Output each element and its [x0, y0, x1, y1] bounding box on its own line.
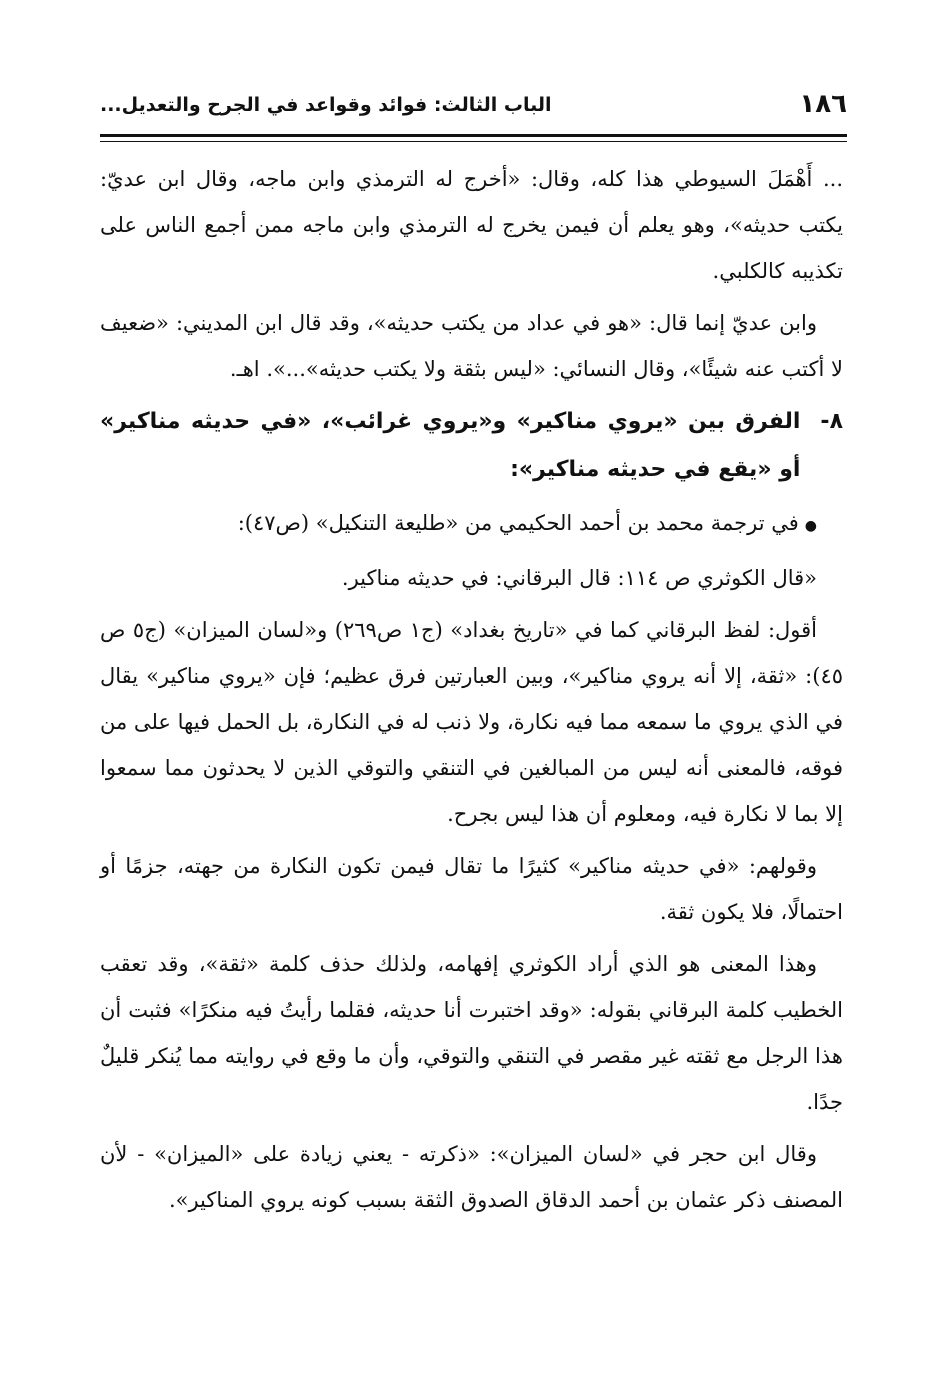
paragraph-4: وقولهم: «في حديثه مناكير» كثيرًا ما تقال فيمن تكون النكارة من جهته، جزمًا أو احتمالًا، فلا يكون ثقة. — [100, 854, 843, 924]
section-heading — [100, 398, 843, 494]
bullet-text: في ترجمة محمد بن أحمد الحكيمي من «طليعة التنكيل» (ص٤٧): — [237, 511, 799, 535]
quote-line: «قال الكوثري ص ١١٤: قال البرقاني: في حديثه مناكير. — [341, 566, 817, 590]
bullet-icon: ● — [804, 518, 817, 534]
page-body — [100, 156, 843, 1229]
bullet-item — [100, 500, 843, 549]
section-title: الفرق بين «يروي مناكير» و«يروي غرائب»، «في حديثه مناكير» أو «يقع في حديثه مناكير»: — [100, 409, 801, 482]
paragraph-6: وقال ابن حجر في «لسان الميزان»: «ذكرته - يعني زيادة على «الميزان» - لأن المصنف ذكر عثمان بن أحمد الدقاق الصدوق الثقة بسبب كونه يروي المناكير». — [100, 1142, 843, 1212]
paragraph-1: ... أَهْمَلَ السيوطي هذا كله، وقال: «أخرج له الترمذي وابن ماجه، وقال ابن عديّ: يكتب حديثه»، وهو يعلم أن فيمن يخرج له الترمذي وابن ماجه ممن أجمع الناس على تكذيبه كالكلبي. — [100, 167, 843, 283]
section-number: ٨- — [820, 409, 843, 434]
header-rule-thick — [100, 134, 847, 137]
header-rule-thin — [100, 141, 847, 142]
page-number: ١٨٦ — [799, 89, 847, 119]
paragraph-5: وهذا المعنى هو الذي أراد الكوثري إفهامه، ولذلك حذف كلمة «ثقة»، وقد تعقب الخطيب كلمة البرقاني بقوله: «وقد اختبرت أنا حديثه، فقلما رأيتُ فيه منكرًا» فثبت أن هذا الرجل مع ثقته غير مقصر في التنقي والتوقي، وأن ما وقع في روايته مما يُنكر قليلٌ جدًا. — [100, 952, 843, 1114]
page-header — [100, 84, 847, 124]
paragraph-3: أقول: لفظ البرقاني كما في «تاريخ بغداد» (ج١ ص٢٦٩) و«لسان الميزان» (ج٥ ص ٤٥): «ثقة، إلا أنه يروي مناكير»، وبين العبارتين فرق عظيم؛ فإن «يروي مناكير» يقال في الذي يروي ما سمعه مما فيه نكارة، ولا ذنب له في النكارة، بل الحمل فيها على من فوقه، فالمعنى أنه ليس من المبالغين في التنقي والتوقي الذين لا يحدثون مما سمعوا إلا بما لا نكارة فيه، ومعلوم أن هذا ليس بجرح. — [100, 618, 843, 826]
running-title: الباب الثالث: فوائد وقواعد في الجرح والتعديل... — [100, 94, 552, 116]
paragraph-2: وابن عديّ إنما قال: «هو في عداد من يكتب حديثه»، وقد قال ابن المديني: «ضعيف لا أكتب عنه شيئًا»، وقال النسائي: «ليس بثقة ولا يكتب حديثه»...». اهـ. — [100, 311, 843, 381]
